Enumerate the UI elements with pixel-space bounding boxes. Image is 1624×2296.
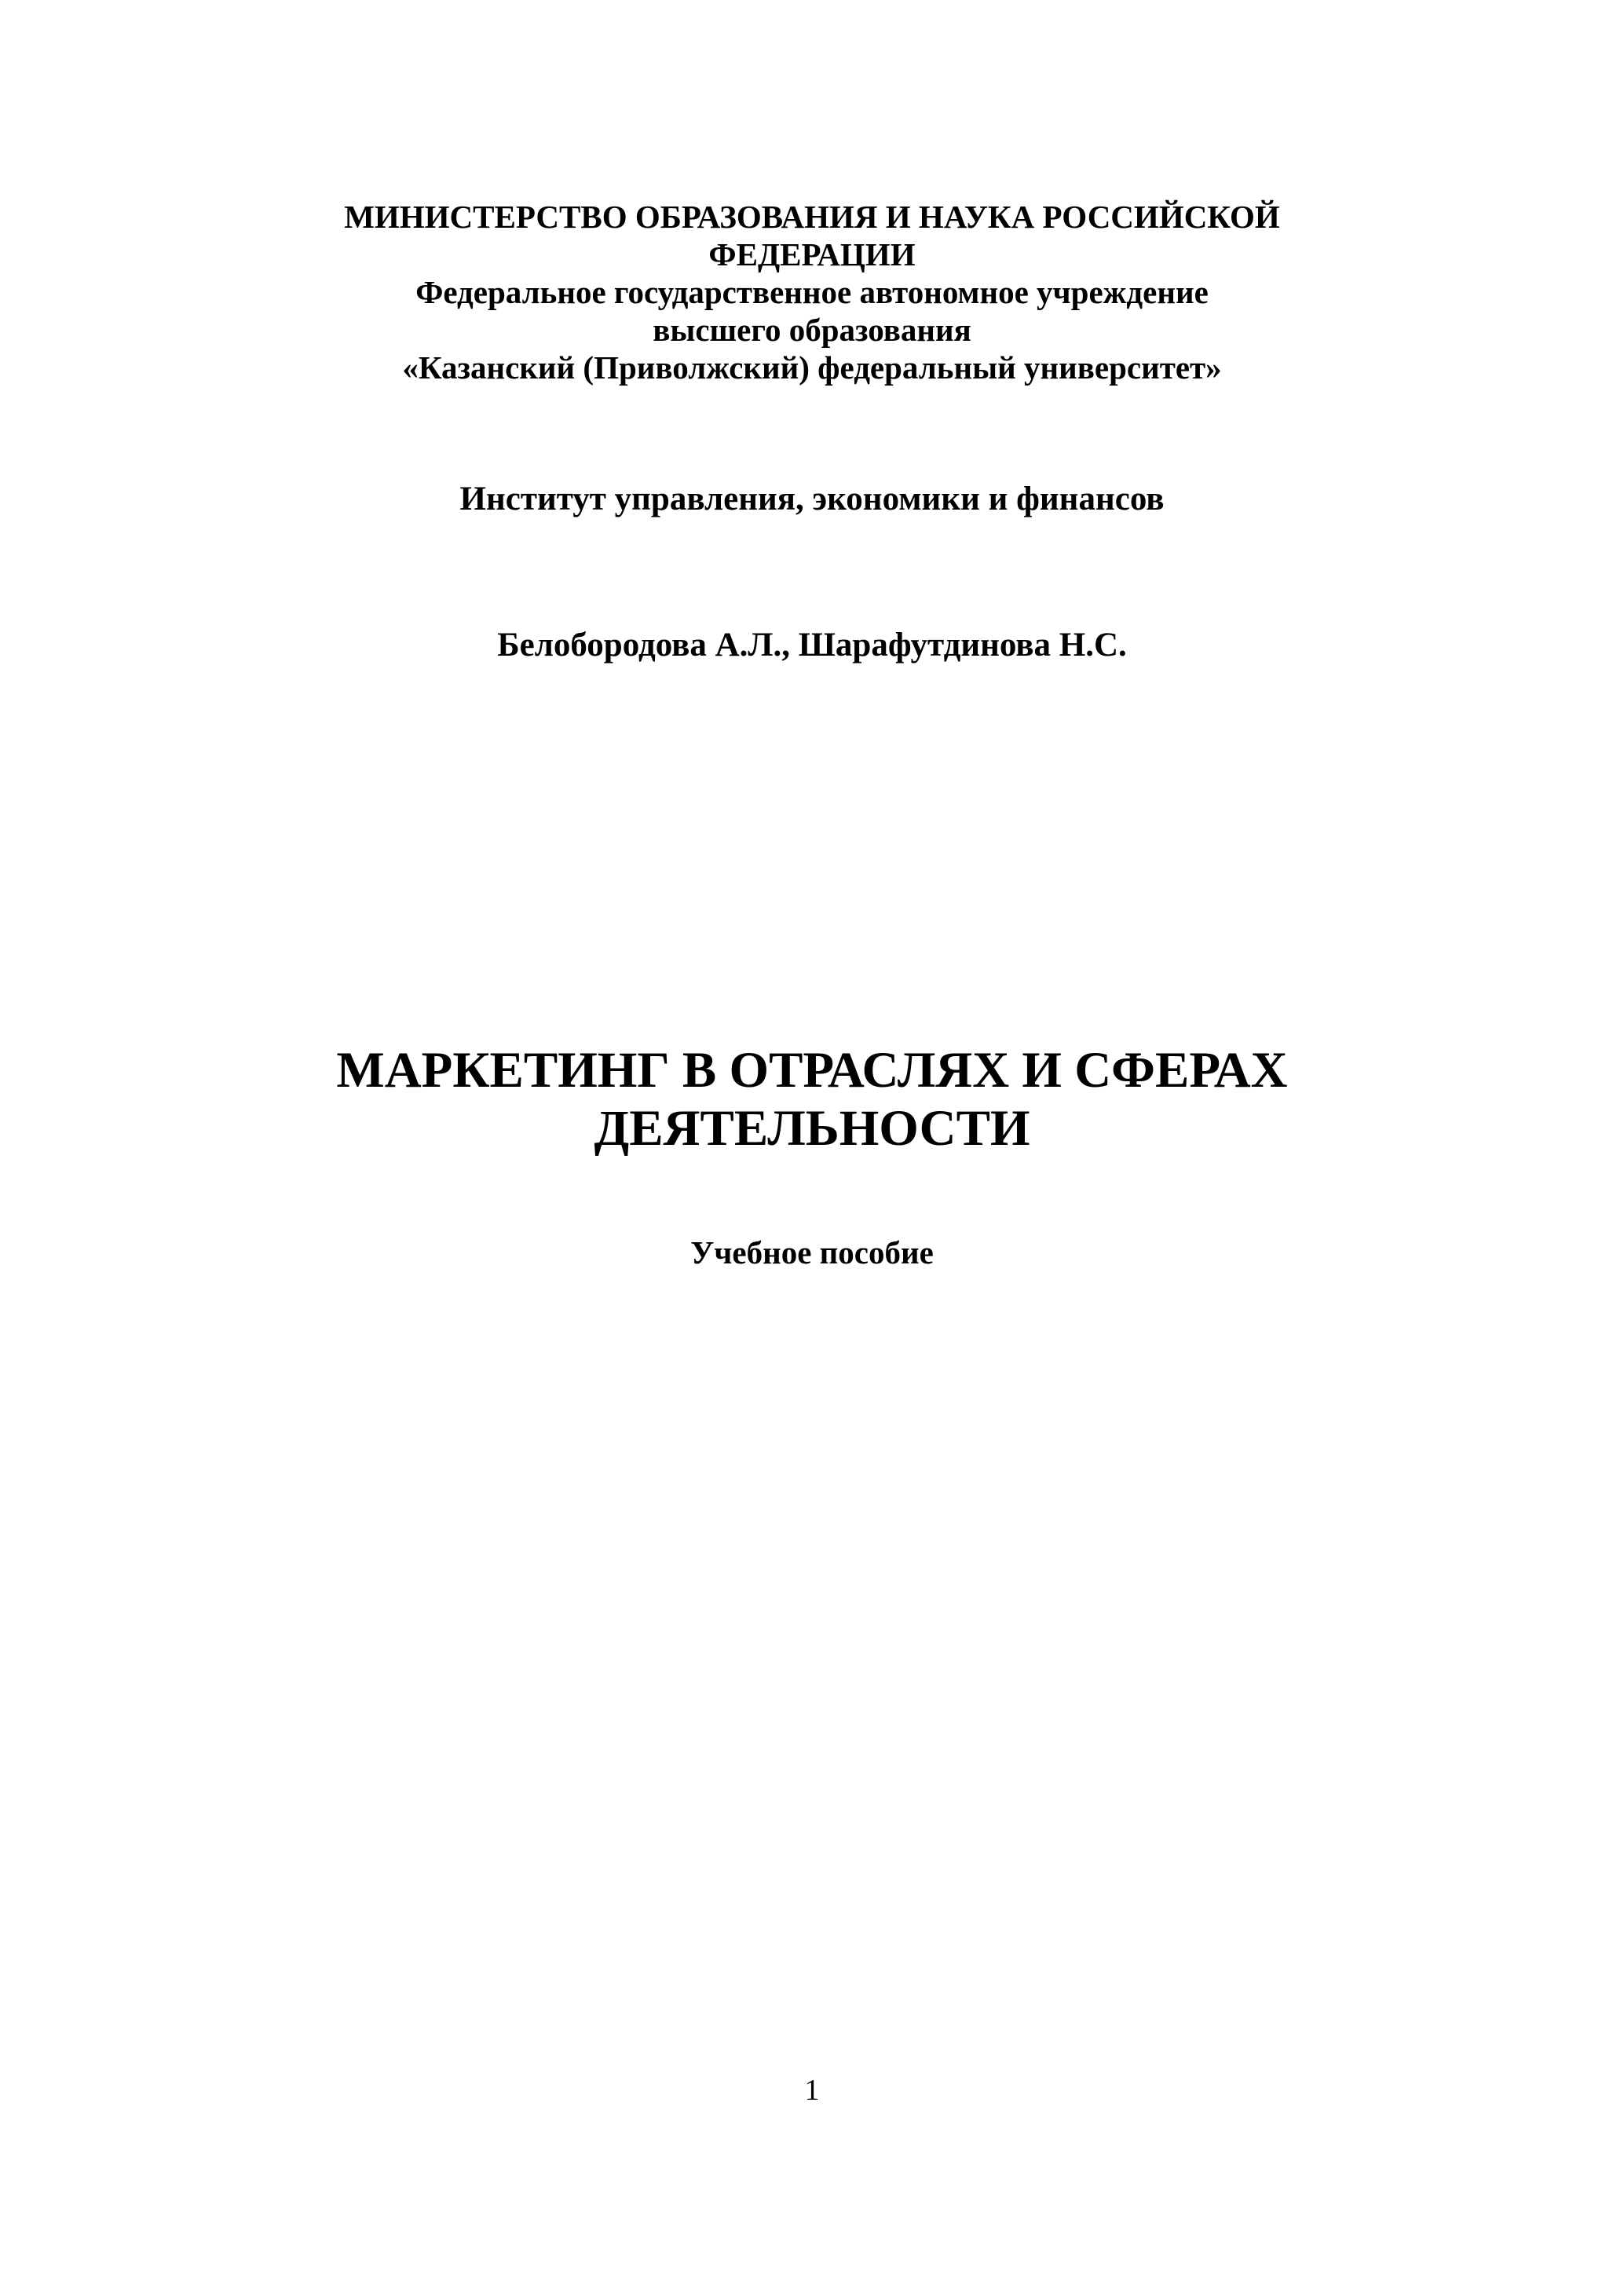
authors-block <box>0 625 1624 666</box>
document-header <box>0 198 1624 386</box>
page-number: 1 <box>804 2074 820 2107</box>
document-title <box>0 1041 1624 1157</box>
ministry-line-1: МИНИСТЕРСТВО ОБРАЗОВАНИЯ И НАУКА РОССИЙСКОЙ <box>344 199 1280 235</box>
document-subtitle <box>0 1233 1624 1272</box>
page-number-block <box>0 2073 1624 2108</box>
institution-line-1: Федеральное государственное автономное учреждение <box>415 274 1209 310</box>
subtitle-text: Учебное пособие <box>690 1234 934 1270</box>
title-line-2: ДЕЯТЕЛЬНОСТИ <box>594 1100 1030 1157</box>
institute-name: Институт управления, экономики и финансов <box>459 481 1165 517</box>
ministry-line-2: ФЕДЕРАЦИИ <box>708 236 916 272</box>
university-name: «Казанский (Приволжский) федеральный университет» <box>402 349 1222 386</box>
title-line-1: МАРКЕТИНГ В ОТРАСЛЯХ И СФЕРАХ <box>336 1042 1288 1099</box>
institute-block <box>0 479 1624 520</box>
authors: Белобородова А.Л., Шарафутдинова Н.С. <box>497 627 1127 664</box>
institution-line-2: высшего образования <box>653 312 971 348</box>
